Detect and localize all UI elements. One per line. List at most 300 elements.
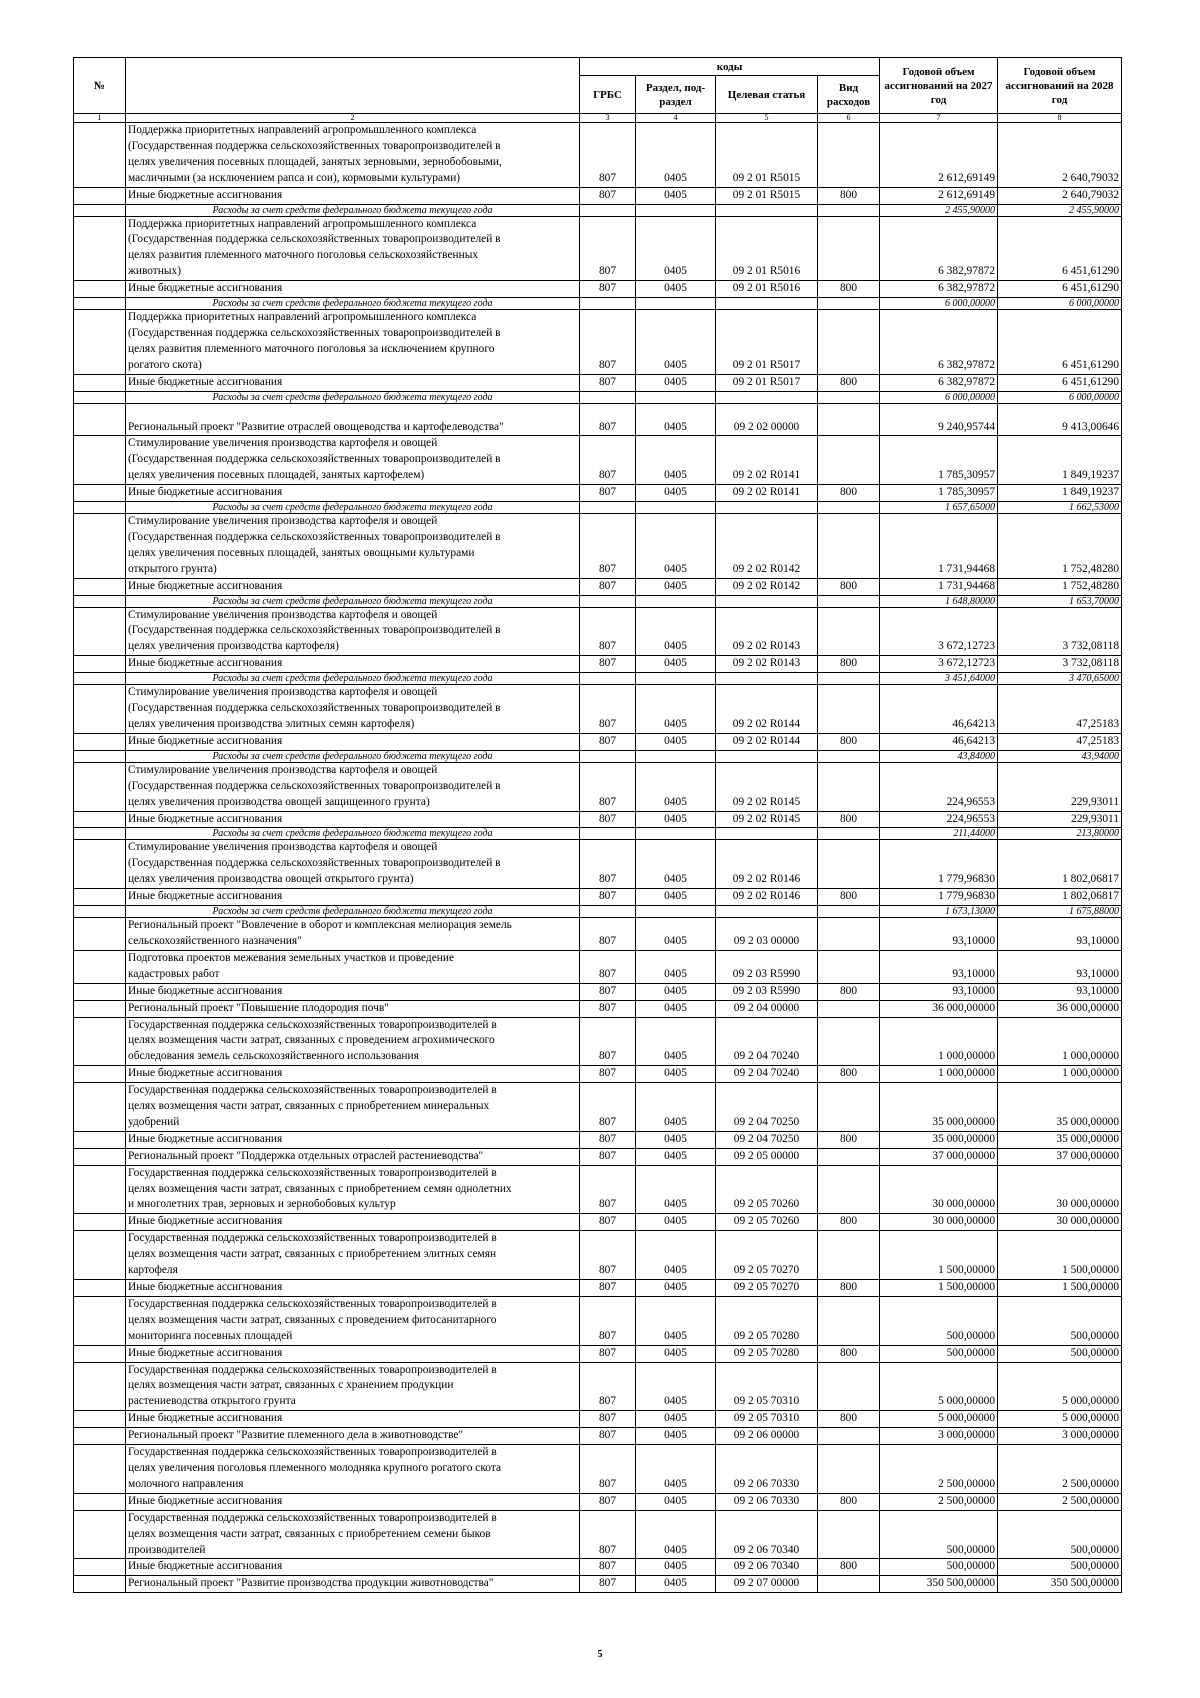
section-cell: 0405 — [636, 1576, 716, 1593]
table-row — [74, 607, 1122, 656]
grbs-cell: 807 — [580, 1000, 636, 1017]
table-row — [74, 1296, 1122, 1345]
num-cell — [74, 578, 126, 595]
federal-funds-row — [74, 750, 1122, 762]
federal-funds-row — [74, 828, 1122, 840]
kind-cell: 800 — [818, 1493, 880, 1510]
section-cell — [636, 906, 716, 918]
volume-2027-cell: 35 000,00000 — [880, 1131, 998, 1148]
description-cell: Региональный проект "Вовлечение в оборот и комплексная мелиорация земель сельскохозяйственного назначения" — [126, 918, 580, 951]
federal-funds-row — [74, 502, 1122, 514]
num-cell — [74, 733, 126, 750]
num-cell — [74, 1296, 126, 1345]
grbs-cell — [580, 298, 636, 310]
col-number: 1 — [74, 114, 126, 123]
section-cell: 0405 — [636, 1231, 716, 1280]
header-target: Целевая статья — [716, 76, 818, 114]
target-cell: 09 2 04 70240 — [716, 1066, 818, 1083]
volume-2028-cell: 6 000,00000 — [998, 391, 1122, 403]
description-cell: Расходы за счет средств федерального бюджета текущего года — [126, 906, 580, 918]
description-cell: Региональный проект "Развитие племенного дела в животноводстве" — [126, 1428, 580, 1445]
section-cell: 0405 — [636, 281, 716, 298]
target-cell: 09 2 02 R0145 — [716, 811, 818, 828]
table-row — [74, 281, 1122, 298]
grbs-cell: 807 — [580, 811, 636, 828]
volume-2027-cell: 1 500,00000 — [880, 1231, 998, 1280]
kind-cell — [818, 204, 880, 216]
kind-cell: 800 — [818, 1131, 880, 1148]
description-cell: Поддержка приоритетных направлений агропромышленного комплекса (Государственная поддержка сельскохозяйственных товаропроизводителей в целях увеличения посевных площадей, занятых зерновыми, зернобобовыми, масличными (за исключением рапса и сои), кормовыми культурами) — [126, 123, 580, 188]
section-cell: 0405 — [636, 762, 716, 811]
num-cell — [74, 1165, 126, 1214]
col-number: 5 — [716, 114, 818, 123]
num-cell — [74, 685, 126, 734]
table-header — [74, 58, 1122, 123]
target-cell: 09 2 05 00000 — [716, 1148, 818, 1165]
target-cell: 09 2 03 R5990 — [716, 983, 818, 1000]
target-cell: 09 2 01 R5017 — [716, 374, 818, 391]
description-cell: Иные бюджетные ассигнования — [126, 889, 580, 906]
num-cell — [74, 1131, 126, 1148]
federal-funds-row — [74, 595, 1122, 607]
kind-cell — [818, 1148, 880, 1165]
kind-cell — [818, 123, 880, 188]
volume-2027-cell: 2 612,69149 — [880, 123, 998, 188]
volume-2027-cell: 500,00000 — [880, 1510, 998, 1559]
num-cell — [74, 1017, 126, 1066]
section-cell: 0405 — [636, 1559, 716, 1576]
kind-cell — [818, 918, 880, 951]
volume-2027-cell: 1 648,80000 — [880, 595, 998, 607]
description-cell: Иные бюджетные ассигнования — [126, 485, 580, 502]
target-cell: 09 2 01 R5016 — [716, 281, 818, 298]
volume-2027-cell: 43,84000 — [880, 750, 998, 762]
grbs-cell — [580, 906, 636, 918]
description-cell: Расходы за счет средств федерального бюджета текущего года — [126, 298, 580, 310]
volume-2027-cell: 1 673,13000 — [880, 906, 998, 918]
target-cell: 09 2 07 00000 — [716, 1576, 818, 1593]
volume-2028-cell: 1 675,88000 — [998, 906, 1122, 918]
description-cell: Стимулирование увеличения производства картофеля и овощей (Государственная поддержка сельскохозяйственных товаропроизводителей в целях увеличения посевных площадей, занятых овощными культурами открытого грунта) — [126, 514, 580, 579]
section-cell: 0405 — [636, 1017, 716, 1066]
volume-2028-cell: 6 000,00000 — [998, 298, 1122, 310]
volume-2027-cell: 2 500,00000 — [880, 1445, 998, 1494]
grbs-cell — [580, 750, 636, 762]
volume-2027-cell: 1 500,00000 — [880, 1280, 998, 1297]
description-cell: Государственная поддержка сельскохозяйственных товаропроизводителей в целях возмещения части затрат, связанных с проведением фитосанитарного мониторинга посевных площадей — [126, 1296, 580, 1345]
table-row — [74, 889, 1122, 906]
table-row — [74, 1165, 1122, 1214]
kind-cell — [818, 685, 880, 734]
target-cell: 09 2 02 R0141 — [716, 485, 818, 502]
num-cell — [74, 436, 126, 485]
target-cell: 09 2 05 70260 — [716, 1214, 818, 1231]
grbs-cell: 807 — [580, 1017, 636, 1066]
target-cell: 09 2 02 R0144 — [716, 685, 818, 734]
volume-2027-cell: 2 455,90000 — [880, 204, 998, 216]
target-cell: 09 2 04 00000 — [716, 1000, 818, 1017]
description-cell: Государственная поддержка сельскохозяйственных товаропроизводителей в целях возмещения части затрат, связанных с проведением агрохимического обследования земель сельскохозяйственного использования — [126, 1017, 580, 1066]
target-cell: 09 2 02 R0144 — [716, 733, 818, 750]
volume-2027-cell: 2 500,00000 — [880, 1493, 998, 1510]
grbs-cell: 807 — [580, 918, 636, 951]
grbs-cell: 807 — [580, 123, 636, 188]
description-cell: Расходы за счет средств федерального бюджета текущего года — [126, 502, 580, 514]
volume-2027-cell: 35 000,00000 — [880, 1083, 998, 1132]
grbs-cell: 807 — [580, 1131, 636, 1148]
num-cell — [74, 502, 126, 514]
target-cell — [716, 673, 818, 685]
volume-2028-cell: 6 451,61290 — [998, 216, 1122, 281]
table-row — [74, 1576, 1122, 1593]
target-cell: 09 2 01 R5017 — [716, 310, 818, 375]
grbs-cell: 807 — [580, 436, 636, 485]
volume-2028-cell: 1 802,06817 — [998, 840, 1122, 889]
grbs-cell: 807 — [580, 403, 636, 436]
num-cell — [74, 1510, 126, 1559]
num-cell — [74, 1559, 126, 1576]
grbs-cell: 807 — [580, 1362, 636, 1411]
description-cell: Подготовка проектов межевания земельных участков и проведение кадастровых работ — [126, 950, 580, 983]
description-cell: Иные бюджетные ассигнования — [126, 281, 580, 298]
volume-2028-cell: 6 451,61290 — [998, 281, 1122, 298]
target-cell: 09 2 02 00000 — [716, 403, 818, 436]
volume-2027-cell: 93,10000 — [880, 918, 998, 951]
section-cell: 0405 — [636, 1362, 716, 1411]
num-cell — [74, 1362, 126, 1411]
table-row — [74, 733, 1122, 750]
volume-2028-cell: 6 451,61290 — [998, 374, 1122, 391]
volume-2027-cell: 3 000,00000 — [880, 1428, 998, 1445]
description-cell: Государственная поддержка сельскохозяйственных товаропроизводителей в целях увеличения поголовья племенного молодняка крупного рогатого скота молочного направления — [126, 1445, 580, 1494]
volume-2028-cell: 30 000,00000 — [998, 1165, 1122, 1214]
num-cell — [74, 1280, 126, 1297]
num-cell — [74, 514, 126, 579]
volume-2028-cell: 37 000,00000 — [998, 1148, 1122, 1165]
kind-cell: 800 — [818, 656, 880, 673]
volume-2028-cell: 500,00000 — [998, 1296, 1122, 1345]
num-cell — [74, 403, 126, 436]
grbs-cell: 807 — [580, 983, 636, 1000]
volume-2028-cell: 1 752,48280 — [998, 514, 1122, 579]
volume-2028-cell: 1 752,48280 — [998, 578, 1122, 595]
volume-2028-cell: 35 000,00000 — [998, 1131, 1122, 1148]
kind-cell: 800 — [818, 1280, 880, 1297]
table-row — [74, 1362, 1122, 1411]
num-cell — [74, 656, 126, 673]
section-cell: 0405 — [636, 1493, 716, 1510]
grbs-cell: 807 — [580, 485, 636, 502]
kind-cell — [818, 1000, 880, 1017]
kind-cell: 800 — [818, 733, 880, 750]
num-cell — [74, 950, 126, 983]
target-cell — [716, 298, 818, 310]
volume-2028-cell: 1 849,19237 — [998, 485, 1122, 502]
kind-cell — [818, 906, 880, 918]
volume-2027-cell: 1 779,96830 — [880, 889, 998, 906]
section-cell: 0405 — [636, 403, 716, 436]
description-cell: Стимулирование увеличения производства картофеля и овощей (Государственная поддержка сельскохозяйственных товаропроизводителей в целях увеличения производства элитных семян картофеля) — [126, 685, 580, 734]
kind-cell: 800 — [818, 578, 880, 595]
volume-2027-cell: 1 657,65000 — [880, 502, 998, 514]
volume-2028-cell: 1 653,70000 — [998, 595, 1122, 607]
volume-2027-cell: 9 240,95744 — [880, 403, 998, 436]
kind-cell — [818, 840, 880, 889]
table-row — [74, 950, 1122, 983]
target-cell: 09 2 02 R0143 — [716, 607, 818, 656]
num-cell — [74, 1214, 126, 1231]
grbs-cell — [580, 502, 636, 514]
volume-2027-cell: 1 000,00000 — [880, 1066, 998, 1083]
num-cell — [74, 123, 126, 188]
target-cell: 09 2 05 70270 — [716, 1231, 818, 1280]
num-cell — [74, 1493, 126, 1510]
section-cell — [636, 828, 716, 840]
header-volume-2028: Годовой объем ассигнований на 2028 год — [998, 58, 1122, 114]
table-row — [74, 123, 1122, 188]
table-row — [74, 811, 1122, 828]
volume-2027-cell: 500,00000 — [880, 1296, 998, 1345]
section-cell: 0405 — [636, 1428, 716, 1445]
kind-cell — [818, 1017, 880, 1066]
volume-2028-cell: 2 455,90000 — [998, 204, 1122, 216]
kind-cell — [818, 298, 880, 310]
num-cell — [74, 485, 126, 502]
kind-cell — [818, 673, 880, 685]
volume-2028-cell: 229,93011 — [998, 811, 1122, 828]
kind-cell: 800 — [818, 983, 880, 1000]
col-number: 4 — [636, 114, 716, 123]
grbs-cell: 807 — [580, 1083, 636, 1132]
volume-2028-cell: 2 500,00000 — [998, 1493, 1122, 1510]
grbs-cell: 807 — [580, 216, 636, 281]
section-cell: 0405 — [636, 187, 716, 204]
kind-cell — [818, 310, 880, 375]
volume-2028-cell: 30 000,00000 — [998, 1214, 1122, 1231]
section-cell: 0405 — [636, 123, 716, 188]
section-cell: 0405 — [636, 310, 716, 375]
section-cell — [636, 595, 716, 607]
volume-2027-cell: 46,64213 — [880, 733, 998, 750]
target-cell: 09 2 04 70250 — [716, 1131, 818, 1148]
volume-2027-cell: 1 785,30957 — [880, 436, 998, 485]
grbs-cell: 807 — [580, 1411, 636, 1428]
grbs-cell: 807 — [580, 840, 636, 889]
kind-cell: 800 — [818, 187, 880, 204]
num-cell — [74, 1083, 126, 1132]
description-cell: Поддержка приоритетных направлений агропромышленного комплекса (Государственная поддержка сельскохозяйственных товаропроизводителей в целях развития племенного маточного поголовья за исключением крупного рогатого скота) — [126, 310, 580, 375]
description-cell: Стимулирование увеличения производства картофеля и овощей (Государственная поддержка сельскохозяйственных товаропроизводителей в целях увеличения посевных площадей, занятых картофелем) — [126, 436, 580, 485]
volume-2028-cell: 500,00000 — [998, 1559, 1122, 1576]
kind-cell: 800 — [818, 1066, 880, 1083]
kind-cell — [818, 828, 880, 840]
kind-cell: 800 — [818, 1214, 880, 1231]
target-cell — [716, 204, 818, 216]
num-cell — [74, 983, 126, 1000]
target-cell: 09 2 02 R0142 — [716, 514, 818, 579]
target-cell: 09 2 02 R0146 — [716, 840, 818, 889]
kind-cell — [818, 1083, 880, 1132]
table-row — [74, 840, 1122, 889]
num-cell — [74, 1000, 126, 1017]
num-cell — [74, 918, 126, 951]
federal-funds-row — [74, 673, 1122, 685]
description-cell: Стимулирование увеличения производства картофеля и овощей (Государственная поддержка сельскохозяйственных товаропроизводителей в целях увеличения производства овощей защищенного грунта) — [126, 762, 580, 811]
description-cell: Региональный проект "Развитие производства продукции животноводства" — [126, 1576, 580, 1593]
target-cell: 09 2 01 R5016 — [716, 216, 818, 281]
target-cell: 09 2 02 R0145 — [716, 762, 818, 811]
volume-2027-cell: 500,00000 — [880, 1345, 998, 1362]
grbs-cell: 807 — [580, 1165, 636, 1214]
kind-cell — [818, 1445, 880, 1494]
col-number: 6 — [818, 114, 880, 123]
section-cell: 0405 — [636, 1214, 716, 1231]
description-cell: Иные бюджетные ассигнования — [126, 187, 580, 204]
num-cell — [74, 1345, 126, 1362]
section-cell: 0405 — [636, 656, 716, 673]
description-cell: Стимулирование увеличения производства картофеля и овощей (Государственная поддержка сельскохозяйственных товаропроизводителей в целях увеличения производства картофеля) — [126, 607, 580, 656]
num-cell — [74, 811, 126, 828]
volume-2028-cell: 500,00000 — [998, 1510, 1122, 1559]
section-cell: 0405 — [636, 1000, 716, 1017]
volume-2027-cell: 350 500,00000 — [880, 1576, 998, 1593]
target-cell: 09 2 03 00000 — [716, 918, 818, 951]
grbs-cell: 807 — [580, 578, 636, 595]
section-cell: 0405 — [636, 1411, 716, 1428]
budget-table — [73, 57, 1122, 1593]
volume-2027-cell: 1 731,94468 — [880, 578, 998, 595]
kind-cell: 800 — [818, 889, 880, 906]
grbs-cell: 807 — [580, 1510, 636, 1559]
federal-funds-row — [74, 204, 1122, 216]
volume-2028-cell: 1 000,00000 — [998, 1066, 1122, 1083]
table-row — [74, 1345, 1122, 1362]
section-cell: 0405 — [636, 1165, 716, 1214]
volume-2027-cell: 5 000,00000 — [880, 1362, 998, 1411]
table-row — [74, 1148, 1122, 1165]
target-cell: 09 2 06 70340 — [716, 1510, 818, 1559]
section-cell — [636, 673, 716, 685]
table-row — [74, 1131, 1122, 1148]
header-num: № — [74, 58, 126, 114]
target-cell: 09 2 02 R0146 — [716, 889, 818, 906]
volume-2028-cell: 93,10000 — [998, 918, 1122, 951]
grbs-cell — [580, 204, 636, 216]
description-cell: Расходы за счет средств федерального бюджета текущего года — [126, 673, 580, 685]
volume-2027-cell: 46,64213 — [880, 685, 998, 734]
section-cell: 0405 — [636, 1510, 716, 1559]
grbs-cell — [580, 595, 636, 607]
volume-2028-cell: 2 640,79032 — [998, 187, 1122, 204]
kind-cell — [818, 1296, 880, 1345]
target-cell: 09 2 05 70280 — [716, 1296, 818, 1345]
target-cell: 09 2 06 70330 — [716, 1445, 818, 1494]
grbs-cell: 807 — [580, 1231, 636, 1280]
volume-2027-cell: 224,96553 — [880, 811, 998, 828]
header-section: Раздел, под- раздел — [636, 76, 716, 114]
table-row — [74, 983, 1122, 1000]
target-cell: 09 2 04 70240 — [716, 1017, 818, 1066]
target-cell: 09 2 05 70280 — [716, 1345, 818, 1362]
description-cell: Расходы за счет средств федерального бюджета текущего года — [126, 391, 580, 403]
volume-2028-cell: 3 732,08118 — [998, 656, 1122, 673]
target-cell: 09 2 06 70340 — [716, 1559, 818, 1576]
num-cell — [74, 1411, 126, 1428]
volume-2027-cell: 224,96553 — [880, 762, 998, 811]
target-cell — [716, 906, 818, 918]
target-cell: 09 2 01 R5015 — [716, 123, 818, 188]
target-cell: 09 2 01 R5015 — [716, 187, 818, 204]
target-cell — [716, 828, 818, 840]
table-row — [74, 1017, 1122, 1066]
section-cell: 0405 — [636, 950, 716, 983]
volume-2027-cell: 30 000,00000 — [880, 1165, 998, 1214]
grbs-cell: 807 — [580, 514, 636, 579]
description-cell: Стимулирование увеличения производства картофеля и овощей (Государственная поддержка сельскохозяйственных товаропроизводителей в целях увеличения производства овощей открытого грунта) — [126, 840, 580, 889]
grbs-cell: 807 — [580, 762, 636, 811]
description-cell: Государственная поддержка сельскохозяйственных товаропроизводителей в целях возмещения части затрат, связанных с приобретением элитных семян картофеля — [126, 1231, 580, 1280]
table-row — [74, 187, 1122, 204]
volume-2028-cell: 3 732,08118 — [998, 607, 1122, 656]
kind-cell — [818, 514, 880, 579]
num-cell — [74, 281, 126, 298]
grbs-cell — [580, 673, 636, 685]
section-cell: 0405 — [636, 840, 716, 889]
target-cell — [716, 391, 818, 403]
header-description — [126, 58, 580, 114]
grbs-cell: 807 — [580, 1148, 636, 1165]
col-number: 3 — [580, 114, 636, 123]
description-cell: Иные бюджетные ассигнования — [126, 1493, 580, 1510]
grbs-cell: 807 — [580, 656, 636, 673]
col-number: 8 — [998, 114, 1122, 123]
description-cell: Иные бюджетные ассигнования — [126, 811, 580, 828]
kind-cell: 800 — [818, 485, 880, 502]
volume-2028-cell: 350 500,00000 — [998, 1576, 1122, 1593]
volume-2027-cell: 6 382,97872 — [880, 216, 998, 281]
volume-2028-cell: 1 500,00000 — [998, 1231, 1122, 1280]
description-cell: Расходы за счет средств федерального бюджета текущего года — [126, 595, 580, 607]
kind-cell — [818, 1165, 880, 1214]
volume-2027-cell: 500,00000 — [880, 1559, 998, 1576]
num-cell — [74, 828, 126, 840]
description-cell: Иные бюджетные ассигнования — [126, 1411, 580, 1428]
table-row — [74, 1411, 1122, 1428]
kind-cell — [818, 950, 880, 983]
table-row — [74, 762, 1122, 811]
volume-2028-cell: 47,25183 — [998, 685, 1122, 734]
description-cell: Иные бюджетные ассигнования — [126, 1066, 580, 1083]
section-cell: 0405 — [636, 983, 716, 1000]
kind-cell — [818, 762, 880, 811]
table-row — [74, 403, 1122, 436]
grbs-cell — [580, 828, 636, 840]
volume-2028-cell: 47,25183 — [998, 733, 1122, 750]
target-cell: 09 2 03 R5990 — [716, 950, 818, 983]
section-cell: 0405 — [636, 436, 716, 485]
header-volume-2027: Годовой объем ассигнований на 2027 год — [880, 58, 998, 114]
section-cell: 0405 — [636, 1445, 716, 1494]
num-cell — [74, 673, 126, 685]
table-row — [74, 1280, 1122, 1297]
table-row — [74, 485, 1122, 502]
volume-2027-cell: 93,10000 — [880, 950, 998, 983]
table-row — [74, 1083, 1122, 1132]
target-cell — [716, 502, 818, 514]
volume-2027-cell: 1 731,94468 — [880, 514, 998, 579]
kind-cell — [818, 595, 880, 607]
volume-2028-cell: 2 640,79032 — [998, 123, 1122, 188]
